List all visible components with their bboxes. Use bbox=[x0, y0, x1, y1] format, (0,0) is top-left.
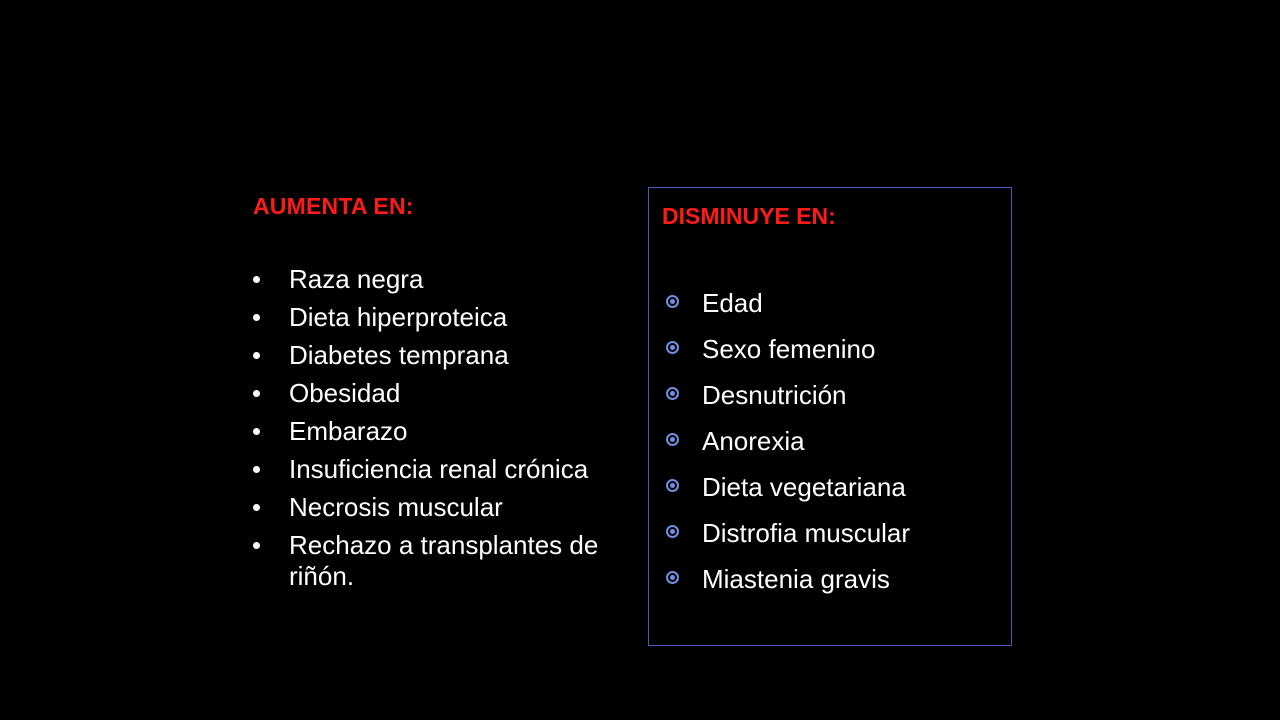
list-item-text: Embarazo bbox=[289, 416, 408, 446]
list-item bbox=[666, 286, 910, 320]
bullet-icon bbox=[253, 542, 260, 549]
list-item bbox=[253, 492, 613, 523]
ring-bullet-icon bbox=[666, 433, 679, 446]
list-item-text: Edad bbox=[702, 288, 763, 318]
bullet-icon bbox=[253, 466, 260, 473]
ring-bullet-icon bbox=[666, 341, 679, 354]
list-item-text: Necrosis muscular bbox=[289, 492, 503, 522]
list-item-text: Anorexia bbox=[702, 426, 805, 456]
bullet-icon bbox=[253, 504, 260, 511]
list-item bbox=[666, 378, 910, 412]
list-item bbox=[253, 302, 613, 333]
list-item bbox=[253, 454, 613, 485]
list-item-text: Miastenia gravis bbox=[702, 564, 890, 594]
list-item-text: Sexo femenino bbox=[702, 334, 876, 364]
ring-bullet-icon bbox=[666, 387, 679, 400]
bullet-icon bbox=[253, 276, 260, 283]
list-item-text: Insuficiencia renal crónica bbox=[289, 454, 589, 484]
list-item-text: Desnutrición bbox=[702, 380, 847, 410]
decreases-box bbox=[648, 187, 1012, 646]
ring-bullet-icon bbox=[666, 479, 679, 492]
bullet-icon bbox=[253, 390, 260, 397]
list-item-text: Raza negra bbox=[289, 264, 424, 294]
list-item bbox=[253, 530, 613, 592]
list-item bbox=[666, 562, 910, 596]
decreases-heading: DISMINUYE EN: bbox=[662, 203, 836, 229]
ring-bullet-icon bbox=[666, 295, 679, 308]
list-item-text: Rechazo a transplantes de riñón. bbox=[289, 530, 599, 591]
list-item bbox=[253, 416, 613, 447]
ring-bullet-icon bbox=[666, 571, 679, 584]
bullet-icon bbox=[253, 314, 260, 321]
ring-bullet-icon bbox=[666, 525, 679, 538]
increases-column bbox=[253, 190, 613, 599]
list-item bbox=[253, 378, 613, 409]
list-item-text: Distrofia muscular bbox=[702, 518, 911, 548]
list-item-text: Diabetes temprana bbox=[289, 340, 509, 370]
increases-heading: AUMENTA EN: bbox=[253, 193, 414, 219]
increases-list bbox=[253, 264, 613, 592]
list-item bbox=[666, 516, 910, 550]
bullet-icon bbox=[253, 352, 260, 359]
list-item-text: Obesidad bbox=[289, 378, 401, 408]
bullet-icon bbox=[253, 428, 260, 435]
list-item bbox=[666, 332, 910, 366]
decreases-list bbox=[666, 286, 910, 608]
list-item-text: Dieta vegetariana bbox=[702, 472, 906, 502]
list-item bbox=[666, 424, 910, 458]
list-item bbox=[253, 340, 613, 371]
list-item-text: Dieta hiperproteica bbox=[289, 302, 508, 332]
list-item bbox=[666, 470, 910, 504]
list-item bbox=[253, 264, 613, 295]
